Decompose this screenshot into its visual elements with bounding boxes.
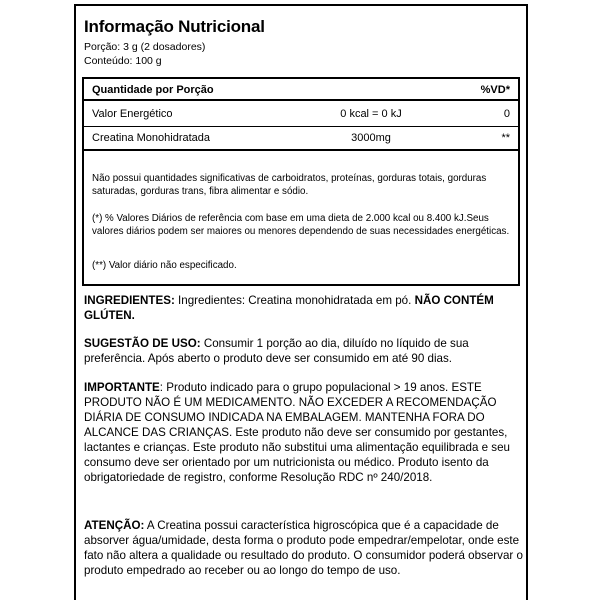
row-name: Creatina Monohidratada <box>92 132 211 144</box>
usage-section <box>84 336 524 366</box>
usage-text: Consumir 1 porção ao dia, diluído no líquido de sua preferência. Após aberto o produto deve ser consumido em até 90 dias. <box>84 337 469 365</box>
row-vd: 0 <box>503 108 510 120</box>
important-label: IMPORTANTE <box>84 381 160 394</box>
important-text: : Produto indicado para o grupo populacional > 19 anos. ESTE PRODUTO NÃO É UM MEDICAMENTO. NÃO EXCEDER A RECOMENDAÇÃO DIÁRIA DE CONSUMO INDICADA NA EMBALAGEM. MANTENHA FORA DO ALCANCE DAS CRIANÇAS. Este produto não deve ser consumido por gestantes, lactantes e crianças. Este produto não substitui uma alimentação equilibrada e seu consumo deve ser orientado por um nutricionista ou médico. Produto isento da obrigatoriedade de registro, conforme Resolução RDC nº 240/2018. <box>84 381 511 484</box>
row-amount: 3000mg <box>351 132 391 144</box>
label-frame <box>74 4 528 600</box>
attention-label: ATENÇÃO: <box>84 519 145 532</box>
nutrition-title: Informação Nutricional <box>84 17 265 36</box>
row-amount: 0 kcal = 0 kJ <box>340 108 402 120</box>
important-section <box>84 380 524 485</box>
table-note-daily-values: (*) % Valores Diários de referência com base em uma dieta de 2.000 kcal ou 8.400 kJ.Seus valores diários podem ser maiores ou menores dependendo de suas necessidades energéticas. <box>92 213 510 237</box>
row-name: Valor Energético <box>92 108 173 120</box>
table-header <box>84 79 518 101</box>
attention-text: A Creatina possui característica higroscópica que é a capacidade de absorver água/umidade, desta forma o produto pode empedrar/empelotar, onde este fato não altera a qualidade ou resultado do produto. O consumidor poderá observar o produto empedrado ao receber ou ao longo do tempo de uso. <box>84 519 523 577</box>
ingredients-text: Ingredientes: Creatina monohidratada em pó. <box>174 294 415 307</box>
table-note-nutrients: Não possui quantidades significativas de carboidratos, proteínas, gorduras totais, gorduras saturadas, gorduras trans, fibra alimentar e sódio. <box>92 173 487 197</box>
portion-text: Porção: 3 g (2 dosadores) <box>84 41 206 53</box>
table-note-unspecified: (**) Valor diário não especificado. <box>92 260 237 271</box>
row-vd: ** <box>501 132 510 144</box>
table-row <box>84 129 518 151</box>
ingredients-section <box>84 293 524 323</box>
attention-section <box>84 518 524 578</box>
header-quantity: Quantidade por Porção <box>92 84 214 96</box>
nutrition-table <box>82 77 520 286</box>
header-vd: %VD* <box>480 84 510 96</box>
usage-label: SUGESTÃO DE USO: <box>84 337 201 350</box>
table-row <box>84 105 518 127</box>
content-text: Conteúdo: 100 g <box>84 55 162 67</box>
gluten-warning: NÃO CONTÉM GLÚTEN. <box>84 294 494 322</box>
ingredients-label: INGREDIENTES: <box>84 294 175 307</box>
